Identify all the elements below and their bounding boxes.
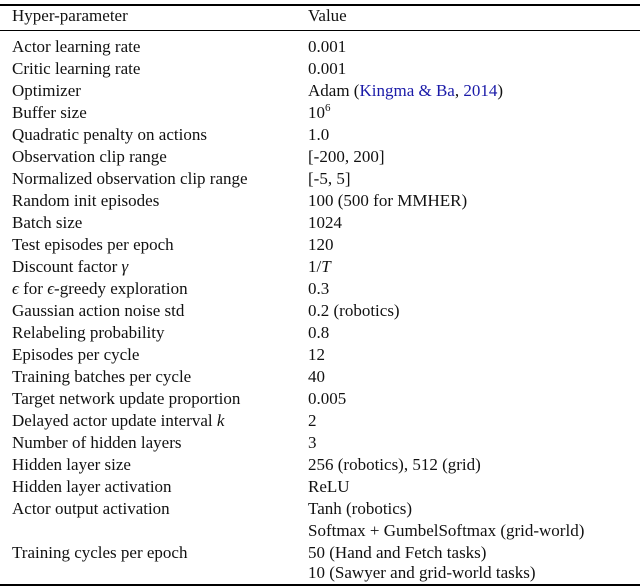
table-row [0,146,640,168]
table-row [0,58,640,80]
table-row [0,454,640,476]
param-cell: Relabeling probability [12,323,165,342]
table-row [0,234,640,256]
param-cell: Normalized observation clip range [12,169,248,188]
param-cell: Target network update proportion [12,389,241,408]
citation-year-link[interactable]: 2014 [463,81,498,100]
value-cell: 10 (Sawyer and grid-world tasks) [308,563,536,582]
table-row [0,432,640,454]
param-cell: Quadratic penalty on actions [12,125,207,144]
header-row [0,5,640,27]
value-cell: 1/T [308,257,331,276]
table-row [0,190,640,212]
param-cell: Hidden layer activation [12,477,172,496]
param-cell: Discount factor γ [12,257,129,276]
value-cell: Softmax + GumbelSoftmax (grid-world) [308,521,585,540]
table-row [0,80,640,102]
table-row [0,476,640,498]
param-cell: Critic learning rate [12,59,141,78]
value-cell: 12 [308,345,325,364]
table-row [0,498,640,520]
table-row [0,520,640,542]
value-cell: 2 [308,411,317,430]
value-cell: ReLU [308,477,350,496]
param-cell: Random init episodes [12,191,160,210]
table-row [0,278,640,300]
value-cell: 256 (robotics), 512 (grid) [308,455,481,474]
bottom-rule [0,584,640,586]
value-cell: 120 [308,235,334,254]
value-cell: [-200, 200] [308,147,385,166]
param-cell: Test episodes per epoch [12,235,174,254]
param-cell: Training cycles per epoch [12,543,188,562]
header-param: Hyper-parameter [12,6,128,25]
table-row [0,542,640,564]
table-row [0,366,640,388]
header-rule [0,30,640,31]
table-row [0,410,640,432]
value-cell: 50 (Hand and Fetch tasks) [308,543,487,562]
param-cell: Optimizer [12,81,81,100]
table-row [0,212,640,234]
param-cell: Actor learning rate [12,37,141,56]
value-cell: 0.8 [308,323,330,342]
citation-link[interactable]: Kingma & Ba [359,81,455,100]
value-cell: 0.001 [308,59,347,78]
value-cell: 1024 [308,213,342,232]
table-row [0,256,640,278]
table-row [0,36,640,58]
value-cell: Tanh (robotics) [308,499,413,518]
param-cell: Observation clip range [12,147,167,166]
header-value: Value [308,6,347,25]
param-cell: Episodes per cycle [12,345,140,364]
table-row [0,102,640,124]
param-cell: Training batches per cycle [12,367,192,386]
table-row [0,344,640,366]
table-row [0,388,640,410]
param-cell: Batch size [12,213,83,232]
value-cell: $10^6$ [308,102,331,122]
param-cell: Hidden layer size [12,455,131,474]
value-cell: 3 [308,433,317,452]
value-cell: 100 (500 for MMHER) [308,191,468,210]
value-cell: 40 [308,367,325,386]
param-cell: Gaussian action noise std [12,301,185,320]
value-cell: 0.005 [308,389,347,408]
param-cell: Buffer size [12,103,87,122]
param-cell: ϵ for ϵ-greedy exploration [12,279,188,298]
value-cell: [-5, 5] [308,169,351,188]
value-cell: Adam (Kingma & Ba, 2014) [308,81,504,100]
param-cell: Delayed actor update interval k [12,411,225,430]
table-row [0,562,640,584]
table-row [0,322,640,344]
table-row [0,168,640,190]
param-cell: Actor output activation [12,499,170,518]
table-row [0,124,640,146]
table-row [0,300,640,322]
value-cell: 0.2 (robotics) [308,301,400,320]
value-cell: 0.3 [308,279,330,298]
value-cell: 1.0 [308,125,330,144]
value-cell: 0.001 [308,37,347,56]
param-cell: Number of hidden layers [12,433,182,452]
